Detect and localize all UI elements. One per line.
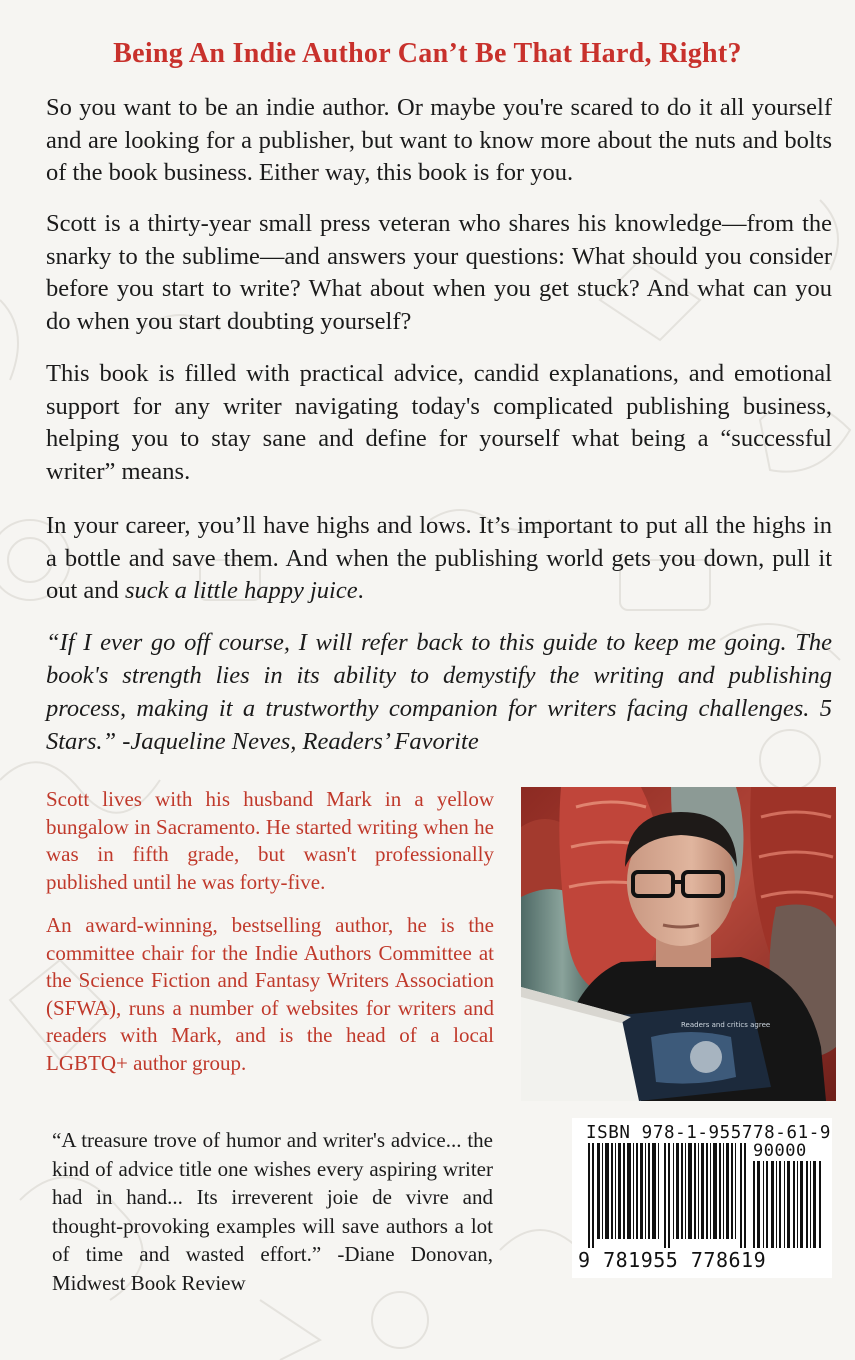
blurb-paragraph-2: Scott is a thirty-year small press veteran who shares his knowledge—from the snarky to the sublime—and answers your questions: What should you consider before you start to write? What about when you get stuck? And what can you do when you start doubting yourself? bbox=[46, 210, 832, 335]
isbn-barcode bbox=[572, 1118, 832, 1278]
blurb-paragraph-4-start: In your career, you’ll have highs and lows. It’s important to put all the highs in a bottle and save them. And when the publishing world gets you down, pull it out and bbox=[46, 512, 832, 604]
blurb-paragraph-4 bbox=[46, 510, 832, 608]
author-bio-paragraph-1: Scott lives with his husband Mark in a yellow bungalow in Sacramento. He started writing when he was in fifth grade, but wasn't professionally published until he was forty-five. bbox=[46, 787, 494, 894]
midwest-book-review: “A treasure trove of humor and writer's advice... the kind of advice title one wishes every aspiring writer had in hand... Its irreverent joie de vivre and thought-provoking examples will save authors a lot of time and wasted effort.” -Diane Donovan, Midwest Book Review bbox=[52, 1128, 493, 1295]
author-photo bbox=[521, 787, 836, 1101]
isbn-label: ISBN 978-1-955778-61-9 bbox=[586, 1123, 831, 1143]
readers-favorite-review: “If I ever go off course, I will refer back to this guide to keep me going. The book's strength lies in its ability to demystify the writing and publishing process, making it a trustworthy companion for writers facing challenges. 5 Stars.” -Jaqueline Neves, Readers’ Favorite bbox=[46, 629, 832, 755]
author-bio-paragraph-2: An award-winning, bestselling author, he is the committee chair for the Indie Authors Committee at the Science Fiction and Fantasy Writers Association (SFWA), runs a number of websites for writers and readers with Mark, and is the head of a local LGBTQ+ author group. bbox=[46, 913, 494, 1075]
back-cover-headline: Being An Indie Author Can’t Be That Hard, Right? bbox=[113, 38, 742, 69]
ean-barcode-bars bbox=[588, 1143, 748, 1248]
happy-juice-phrase: suck a little happy juice bbox=[124, 577, 358, 604]
price-code: 90000 bbox=[753, 1141, 807, 1161]
ean-digits: 9 781955 778619 bbox=[578, 1248, 767, 1272]
blurb-paragraph-4-end: . bbox=[357, 577, 364, 604]
blurb-paragraph-3: This book is filled with practical advice, candid explanations, and emotional support for any writer navigating today's complicated publishing business, helping you to stay sane and define for yourself what being a “successful writer” means. bbox=[46, 360, 832, 485]
svg-text:Readers and critics agree: Readers and critics agree bbox=[681, 1021, 771, 1029]
blurb-paragraph-1: So you want to be an indie author. Or maybe you're scared to do it all yourself and are looking for a publisher, but want to know more about the nuts and bolts of the book business. Either way, this book is for you. bbox=[46, 94, 832, 186]
addon-barcode-bars bbox=[753, 1161, 823, 1248]
